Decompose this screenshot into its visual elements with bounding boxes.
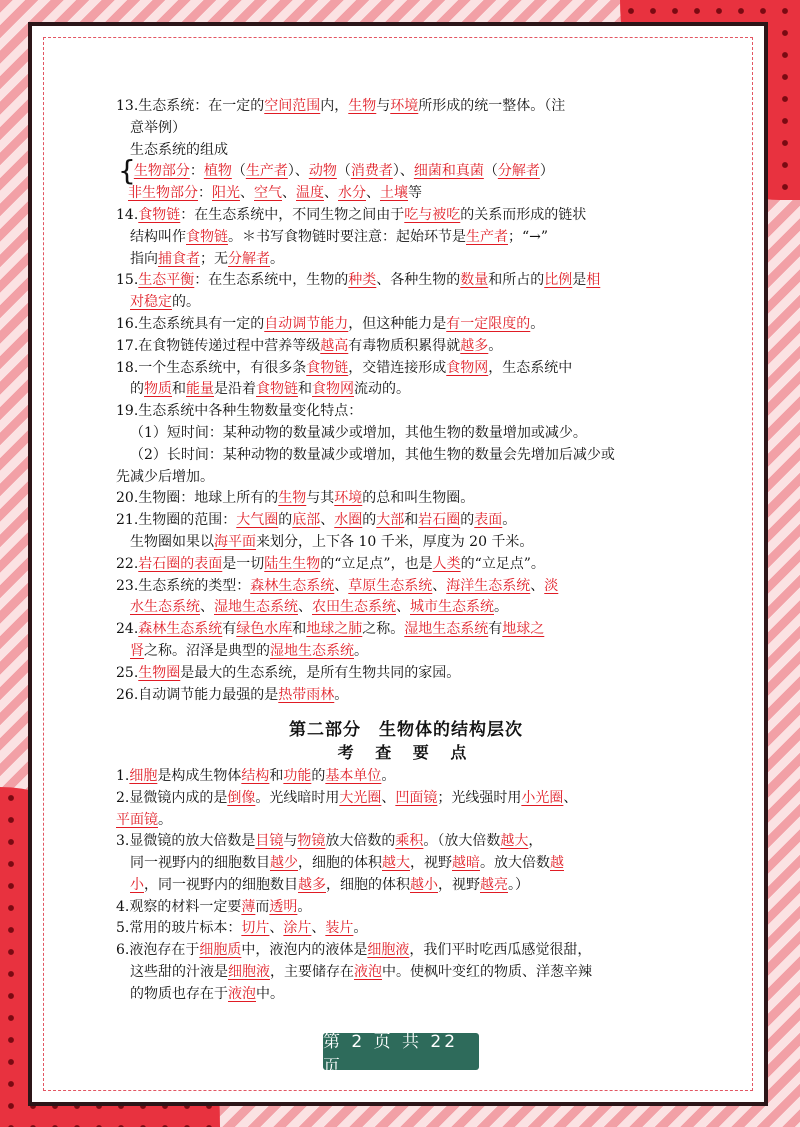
text-segment: ，视野 — [438, 876, 480, 893]
answer-blank: 细胞液 — [367, 942, 410, 959]
text-segment: 、 — [334, 577, 349, 594]
text-segment: 18.一个生态系统中，有很多条 — [116, 359, 307, 376]
text-line — [116, 445, 696, 467]
answer-blank: 森林生态系统 — [138, 621, 223, 638]
text-segment: 与 — [376, 98, 391, 114]
text-segment: ） — [539, 163, 554, 180]
answer-blank: 结构 — [241, 767, 270, 784]
answer-blank: 空间范围 — [264, 98, 321, 114]
answer-blank: 生物 — [348, 98, 377, 114]
text-segment: 。 — [334, 686, 349, 703]
answer-blank: 液泡 — [228, 985, 256, 1002]
text-segment: 意举例） — [130, 119, 186, 136]
answer-blank: 城市生态系统 — [410, 599, 494, 616]
answer-blank: 装片 — [325, 920, 354, 937]
text-segment: 。 — [353, 920, 368, 937]
text-segment: ，同一视野内的细胞数目 — [144, 876, 298, 893]
text-line — [116, 984, 696, 1006]
text-line — [116, 685, 696, 707]
text-segment: 、 — [396, 599, 410, 616]
text-segment: 。 — [297, 898, 312, 915]
text-segment: 内， — [320, 98, 349, 114]
text-segment: 15. — [116, 272, 139, 289]
text-segment: ，交错连接形成 — [348, 359, 447, 376]
text-segment: 。 — [502, 512, 517, 529]
answer-blank: 生态平衡 — [138, 272, 195, 289]
answer-blank: 食物链 — [306, 359, 349, 376]
text-segment: 。光线暗时用 — [255, 789, 340, 806]
text-line — [116, 810, 696, 832]
text-segment: 16.生态系统具有一定的 — [116, 315, 265, 332]
text-segment: 生态系统的组成 — [130, 141, 228, 158]
text-segment: 和 — [269, 767, 284, 784]
text-segment: 的 — [278, 512, 293, 529]
text-line — [116, 853, 696, 875]
answer-blank: 功能 — [283, 767, 312, 784]
answer-blank: 植物 — [203, 163, 232, 180]
text-line — [116, 510, 696, 532]
answer-blank: 细胞 — [129, 767, 158, 784]
text-line — [116, 292, 696, 314]
text-segment: 和 — [172, 381, 186, 398]
answer-blank: 表面 — [474, 512, 503, 529]
text-segment: 同一视野内的细胞数目 — [130, 855, 270, 872]
answer-blank: 大部 — [376, 512, 405, 529]
text-segment: ；光线强时用 — [437, 789, 522, 806]
text-segment: 流动的。 — [354, 381, 410, 398]
answer-blank: 基本单位 — [325, 767, 382, 784]
answer-blank: 肾 — [130, 642, 144, 659]
answer-blank: 平面镜 — [116, 811, 158, 828]
answer-blank: 水生态系统 — [130, 599, 200, 616]
answer-blank: 自动调节能力 — [264, 315, 349, 332]
answer-blank: 种类 — [348, 272, 377, 289]
answer-blank: 森林生态系统 — [250, 577, 335, 594]
text-line — [116, 336, 696, 358]
answer-blank: 绿色水库 — [236, 621, 293, 638]
text-segment: 。 — [381, 767, 396, 784]
text-line — [116, 96, 696, 118]
text-segment: 25. — [116, 664, 139, 681]
answer-blank: 对稳定 — [130, 294, 172, 311]
answer-blank: 细胞液 — [228, 964, 270, 981]
text-segment: 。 — [530, 315, 545, 332]
text-segment: 有 — [222, 621, 237, 638]
answer-blank: 食物链 — [186, 228, 228, 245]
text-segment: 、 — [563, 789, 578, 806]
text-line — [116, 619, 696, 641]
answer-blank: 底部 — [292, 512, 321, 529]
answer-blank: 越暗 — [452, 855, 480, 872]
text-segment: ，我们平时吃西瓜感觉很甜， — [409, 942, 592, 959]
answer-blank: 土壤 — [380, 185, 408, 202]
text-segment: 生物圈如果以 — [130, 533, 214, 550]
answer-blank: 湿地生态系统 — [214, 599, 298, 616]
answer-blank: 数量 — [460, 272, 489, 289]
text-line — [116, 663, 696, 685]
text-segment: 4.观察的材料一定要 — [116, 898, 242, 915]
text-segment: 而 — [255, 898, 270, 915]
text-segment: 、 — [282, 185, 296, 202]
answer-blank: 大气圈 — [236, 512, 279, 529]
text-segment: 6.液泡存在于 — [116, 942, 200, 959]
answer-blank: 湿地生态系统 — [270, 642, 354, 659]
text-segment: ，细胞的体积 — [326, 876, 410, 893]
text-segment: 有 — [488, 621, 503, 638]
text-segment: 的关系而形成的链状 — [460, 206, 587, 223]
answer-blank: 大光圈 — [339, 789, 382, 806]
text-segment: 和 — [298, 381, 312, 398]
answer-blank: 物质 — [144, 381, 172, 398]
text-segment: ： — [189, 163, 204, 180]
text-segment: 的 — [311, 767, 326, 784]
answer-blank: 乘积 — [395, 833, 424, 850]
text-line — [116, 532, 696, 554]
text-segment: 22. — [116, 555, 139, 572]
text-line — [116, 597, 696, 619]
text-segment: ，但这种能力是 — [348, 315, 447, 332]
answer-blank: 物镜 — [297, 833, 326, 850]
text-segment: （ — [231, 163, 246, 180]
answer-blank: 涂片 — [283, 920, 312, 937]
text-segment: 、 — [240, 185, 254, 202]
answer-blank: 分解者 — [228, 250, 270, 267]
part-one — [116, 96, 696, 706]
answer-blank: 热带雨林 — [278, 686, 335, 703]
text-segment: ，视野 — [410, 855, 452, 872]
answer-blank: 食物链 — [138, 206, 181, 223]
text-segment: 、 — [311, 920, 326, 937]
answer-blank: 生物 — [278, 490, 307, 507]
text-line — [116, 227, 696, 249]
text-segment: 、 — [381, 789, 396, 806]
text-segment: （1）短时间：某种动物的数量减少或增加，其他生物的数量增加或减少。 — [130, 424, 587, 441]
answer-blank: 生物部分 — [133, 163, 190, 180]
text-segment: 的 — [130, 381, 144, 398]
answer-blank: 分解者 — [497, 163, 540, 180]
answer-blank: 温度 — [296, 185, 324, 202]
text-segment: 是 — [572, 272, 587, 289]
answer-blank: 捕食者 — [158, 250, 200, 267]
text-segment: ；无 — [200, 250, 228, 267]
text-segment: 、 — [298, 599, 312, 616]
text-line — [116, 140, 696, 162]
text-segment: ： — [198, 185, 212, 202]
answer-blank: 地球之 — [502, 621, 545, 638]
text-line — [116, 423, 696, 445]
answer-blank: 食物链 — [256, 381, 298, 398]
answer-blank: 比例 — [544, 272, 573, 289]
text-segment: ，生态系统中 — [488, 359, 573, 376]
text-line — [116, 875, 696, 897]
part-two — [116, 766, 696, 1006]
answer-blank: 环境 — [390, 98, 419, 114]
text-segment: 。 — [158, 811, 172, 828]
text-segment: ，主要储存在 — [270, 964, 354, 981]
answer-blank: 人类 — [432, 555, 461, 572]
text-segment: 3.显微镜的放大倍数是 — [116, 833, 256, 850]
text-segment: 21.生物圈的范围： — [116, 512, 237, 529]
text-line — [116, 831, 696, 853]
answer-blank: 空气 — [254, 185, 282, 202]
text-line — [116, 897, 696, 919]
page-indicator: 第 2 页 共 22 页 — [323, 1033, 479, 1070]
text-segment: （ — [483, 163, 498, 180]
answer-blank: 岩石圈 — [418, 512, 461, 529]
answer-blank: 越亮 — [480, 876, 508, 893]
text-segment: ；“→” — [508, 228, 549, 245]
text-segment: 17.在食物链传递过程中营养等级 — [116, 337, 321, 354]
answer-blank: 陆生生物 — [264, 555, 321, 572]
text-segment: ）、 — [392, 163, 414, 180]
text-segment: 是构成生物体 — [157, 767, 242, 784]
answer-blank: 能量 — [186, 381, 214, 398]
text-segment: 之称。沼泽是典型的 — [144, 642, 270, 659]
text-segment: 23.生态系统的类型： — [116, 577, 251, 594]
answer-blank: 环境 — [334, 490, 363, 507]
text-segment: 等 — [408, 185, 422, 202]
text-segment: 的 — [460, 512, 475, 529]
text-segment: 来划分，上下各 10 千米，厚度为 20 千米。 — [256, 533, 534, 550]
text-segment: 的“立足点”。 — [460, 555, 545, 572]
text-segment: （2）长时间：某种动物的数量减少或增加，其他生物的数量会先增加后减少或 — [130, 446, 615, 463]
text-segment: 、 — [324, 185, 338, 202]
answer-blank: 岩石圈的表面 — [138, 555, 223, 572]
text-line — [116, 467, 696, 489]
text-segment: 所形成的统一整体。（注 — [418, 98, 566, 114]
answer-blank: 薄 — [241, 898, 256, 915]
answer-blank: 海洋生态系统 — [446, 577, 531, 594]
text-segment: 13.生态系统：在一定的 — [116, 98, 265, 114]
text-segment: 的。 — [172, 294, 200, 311]
answer-blank: 目镜 — [255, 833, 284, 850]
text-segment: 、 — [269, 920, 284, 937]
text-segment: 的物质也存在于 — [130, 985, 228, 1002]
text-segment: 指向 — [130, 250, 158, 267]
text-segment: 5.常用的玻片标本： — [116, 920, 242, 937]
text-segment: 、各种生物的 — [376, 272, 461, 289]
text-segment: 的“立足点”，也是 — [320, 555, 433, 572]
answer-blank: 生物圈 — [138, 664, 181, 681]
text-line — [116, 183, 696, 205]
text-line — [116, 918, 696, 940]
text-segment: 和所占的 — [488, 272, 545, 289]
text-segment: 这些甜的汁液是 — [130, 964, 228, 981]
answer-blank: 细菌和真菌 — [413, 163, 484, 180]
text-line — [116, 554, 696, 576]
text-segment: 中。使枫叶变红的物质、洋葱辛辣 — [382, 964, 592, 981]
text-line — [116, 641, 696, 663]
brace-glyph: { — [118, 154, 136, 188]
text-segment: 19.生态系统中各种生物数量变化特点： — [116, 403, 363, 420]
answer-blank: 阳光 — [212, 185, 240, 202]
answer-blank: 液泡 — [354, 964, 382, 981]
text-segment: 2.显微镜内成的是 — [116, 789, 228, 806]
text-segment: 有毒物质积累得就 — [348, 337, 461, 354]
answer-blank: 食物网 — [446, 359, 489, 376]
answer-blank: 小光圈 — [521, 789, 564, 806]
answer-blank: 倒像 — [227, 789, 256, 806]
text-segment: 1. — [116, 767, 130, 784]
text-segment: ， — [528, 833, 543, 850]
text-segment: 是最大的生态系统，是所有生物共同的家园。 — [180, 664, 461, 681]
text-line — [116, 249, 696, 271]
answer-blank: 越多 — [460, 337, 489, 354]
text-segment: 。 — [270, 250, 284, 267]
section-title: 第二部分 生物体的结构层次 — [289, 720, 523, 741]
answer-blank: 吃与被吃 — [404, 206, 461, 223]
answer-blank: 越高 — [320, 337, 349, 354]
document-body — [116, 96, 696, 1006]
answer-blank: 食物网 — [312, 381, 354, 398]
text-segment: ）、 — [287, 163, 309, 180]
text-segment: 。（放大倍数 — [423, 833, 501, 850]
answer-blank: 淡 — [544, 577, 559, 594]
text-segment: 14. — [116, 206, 139, 223]
text-segment: 。 — [494, 599, 508, 616]
text-line — [116, 205, 696, 227]
answer-blank: 越少 — [270, 855, 298, 872]
answer-blank: 海平面 — [214, 533, 256, 550]
text-segment: 。放大倍数 — [480, 855, 550, 872]
answer-blank: 相 — [586, 272, 601, 289]
text-segment: 。） — [508, 876, 529, 893]
text-line — [116, 154, 696, 188]
section-subtitle: 考 查 要 点 — [337, 743, 475, 763]
text-segment: 、 — [200, 599, 214, 616]
text-line — [116, 788, 696, 810]
answer-blank: 越大 — [382, 855, 410, 872]
text-segment: 放大倍数的 — [325, 833, 396, 850]
text-segment: ：在生态系统中，不同生物之间由于 — [180, 206, 405, 223]
text-segment: 。 — [488, 337, 503, 354]
text-segment: 。 — [354, 642, 368, 659]
text-segment: 结构叫作 — [130, 228, 186, 245]
text-line — [116, 118, 696, 140]
text-segment: 、 — [366, 185, 380, 202]
text-segment: 先减少后增加。 — [116, 468, 214, 485]
text-segment: 。＊书写食物链时要注意：起始环节是 — [228, 228, 466, 245]
answer-blank: 水圈 — [334, 512, 363, 529]
answer-blank: 草原生态系统 — [348, 577, 433, 594]
text-segment: 和 — [292, 621, 307, 638]
text-segment: 和 — [404, 512, 419, 529]
answer-blank: 生产者 — [245, 163, 288, 180]
answer-blank: 切片 — [241, 920, 270, 937]
answer-blank: 小 — [130, 876, 144, 893]
text-segment: ：在生态系统中，生物的 — [194, 272, 349, 289]
text-line — [116, 766, 696, 788]
answer-blank: 透明 — [269, 898, 298, 915]
text-segment: 24. — [116, 621, 139, 638]
text-segment: （ — [336, 163, 351, 180]
text-line — [116, 270, 696, 292]
answer-blank: 越小 — [410, 876, 438, 893]
text-segment: 中。 — [256, 985, 284, 1002]
text-segment: 之称。 — [362, 621, 405, 638]
text-segment: 、 — [432, 577, 447, 594]
text-segment: 的总和叫生物圈。 — [362, 490, 475, 507]
text-segment: 与 — [283, 833, 298, 850]
text-line — [116, 962, 696, 984]
answer-blank: 地球之肺 — [306, 621, 363, 638]
text-segment: 的 — [362, 512, 377, 529]
text-segment: 20.生物圈：地球上所有的 — [116, 490, 279, 507]
text-segment: 与其 — [306, 490, 335, 507]
text-line — [116, 576, 696, 598]
answer-blank: 细胞质 — [199, 942, 242, 959]
answer-blank: 湿地生态系统 — [404, 621, 489, 638]
text-segment: 、 — [320, 512, 335, 529]
text-line — [116, 314, 696, 336]
text-segment: 中，液泡内的液体是 — [241, 942, 368, 959]
text-line — [116, 488, 696, 510]
text-line — [116, 401, 696, 423]
answer-blank: 生产者 — [466, 228, 508, 245]
answer-blank: 有一定限度的 — [446, 315, 531, 332]
answer-blank: 动物 — [308, 163, 337, 180]
text-line — [116, 379, 696, 401]
answer-blank: 水分 — [338, 185, 366, 202]
answer-blank: 非生物部分 — [128, 185, 198, 202]
text-segment: 是沿着 — [214, 381, 256, 398]
answer-blank: 凹面镜 — [395, 789, 438, 806]
text-segment: 是一切 — [222, 555, 265, 572]
answer-blank: 消费者 — [350, 163, 393, 180]
text-line — [116, 940, 696, 962]
answer-blank: 越 — [550, 855, 564, 872]
answer-blank: 农田生态系统 — [312, 599, 396, 616]
answer-blank: 越多 — [298, 876, 326, 893]
text-segment: 26.自动调节能力最强的是 — [116, 686, 279, 703]
text-line — [116, 358, 696, 380]
text-segment: ，细胞的体积 — [298, 855, 382, 872]
text-segment: 、 — [530, 577, 545, 594]
answer-blank: 越大 — [500, 833, 529, 850]
